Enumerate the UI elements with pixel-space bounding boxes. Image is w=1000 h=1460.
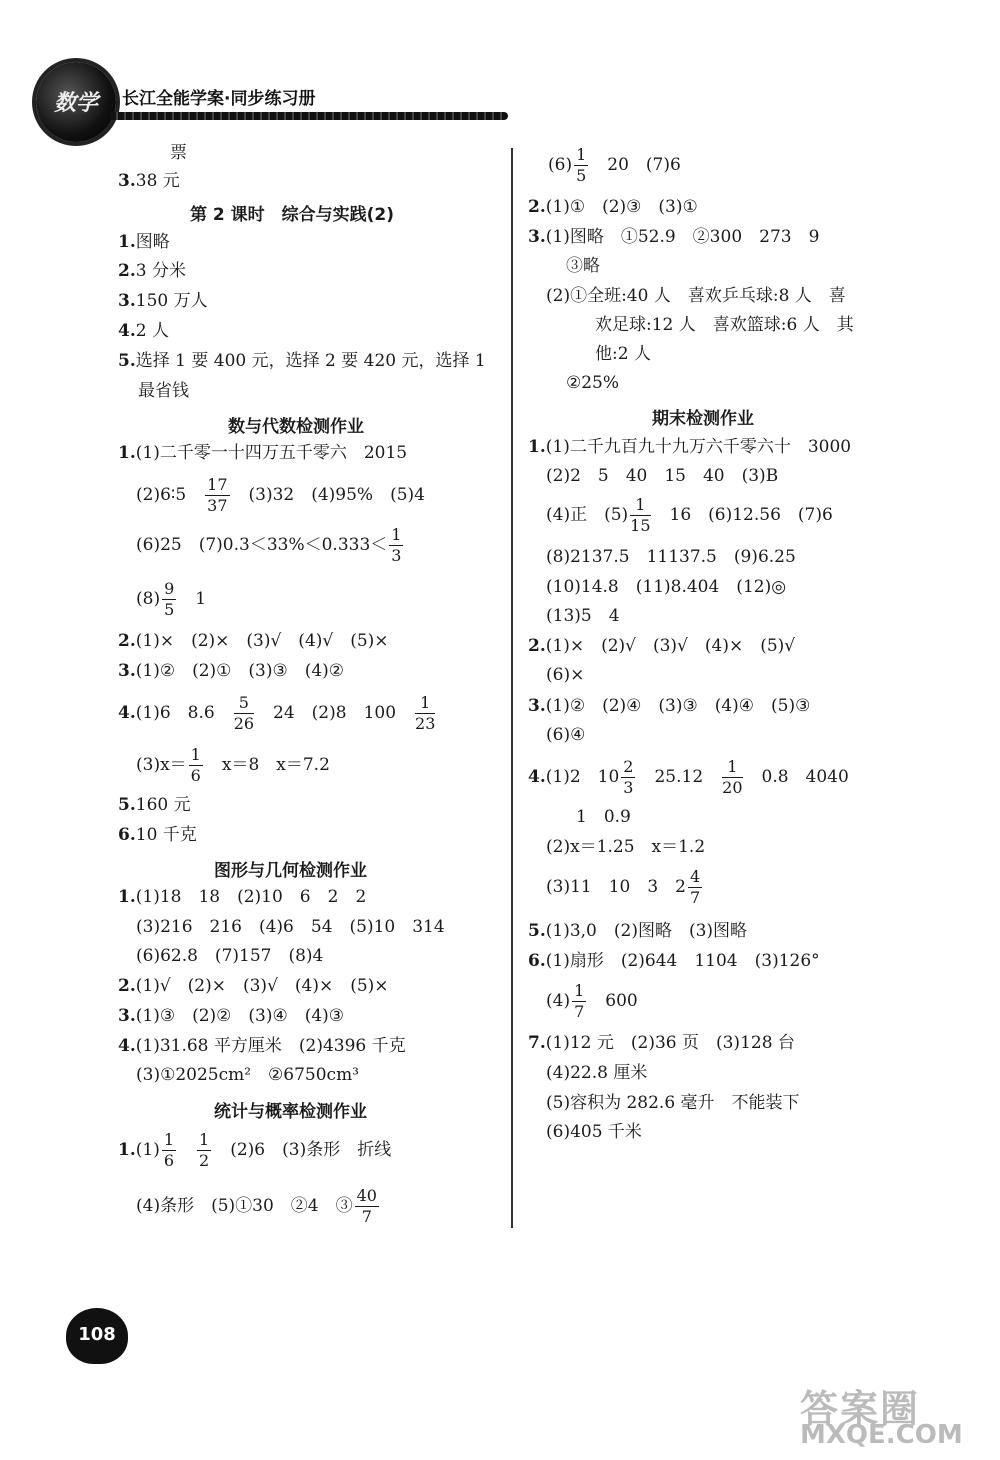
answer-line: (6)25 (7)0.3＜33%＜0.333＜ $\frac{1}{3}$ [136,525,402,565]
answer-line: 7.(1)12 元 (2)36 页 (3)128 台 [528,1033,795,1053]
page-number-badge [66,1308,128,1364]
fraction: $\frac{1}{7}$ [574,981,585,1021]
answer-line: 3.(1)图略 ①52.9 ②300 273 9 [528,227,820,247]
answer-line: (6)62.8 (7)157 (8)4 [136,946,324,966]
fraction: $\frac{9}{5}$ [164,579,175,619]
answer-line: 1 0.9 [576,807,631,827]
answer-line: 4.(1)2 10 $\frac{2}{3}$ 25.12 $\frac{1}{20}$ 0.8 4040 [528,757,849,797]
answer-line: 欢足球:12 人 喜欢篮球:6 人 其 [595,315,854,335]
answer-line: (6)405 千米 [546,1122,642,1142]
answer-line: 6.(1)扇形 (2)644 1104 (3)126° [528,951,820,971]
answer-line: (6)× [546,665,585,685]
answer-line: (2)x＝1.25 x＝1.2 [546,837,706,857]
answer-line: 3.150 万人 [118,291,208,311]
section-heading: 图形与几何检测作业 [214,861,367,881]
fraction: $\frac{17}{37}$ [207,475,228,515]
answer-line: 1.(1)18 18 (2)10 6 2 2 [118,887,367,907]
answer-line: 最省钱 [138,381,189,401]
answer-line: (6) $\frac{1}{5}$ 20 (7)6 [548,145,681,185]
page-number: 108 [78,1324,116,1345]
section-heading: 数与代数检测作业 [228,417,364,437]
logo-text: 数学 [53,91,98,116]
math-logo [36,62,116,142]
section-heading: 期末检测作业 [652,409,754,429]
fraction: $\frac{1}{23}$ [415,693,436,733]
answer-line: 他:2 人 [595,344,651,364]
answer-line: (13)5 4 [546,606,620,626]
answer-line: 1.图略 [118,232,170,252]
fraction: $\frac{2}{3}$ [623,757,634,797]
answer-line: ②25% [566,373,620,393]
section-heading: 统计与概率检测作业 [214,1102,367,1122]
answer-line: 2.(1)× (2)× (3)√ (4)√ (5)× [118,631,389,651]
fraction: $\frac{1}{15}$ [630,495,651,535]
answer-line: 票 [170,143,187,163]
answer-line: ③略 [566,256,600,276]
answer-line: (3)11 10 3 2 $\frac{4}{7}$ [546,867,701,907]
answer-line: 4.2 人 [118,321,169,341]
fraction: $\frac{1}{3}$ [391,525,402,565]
answer-line: 6.10 千克 [118,825,197,845]
column-divider [511,148,513,1228]
watermark-logo: 答案圈 [800,1387,921,1431]
fraction: $\frac{5}{26}$ [233,693,255,733]
watermark-url: MXQE.COM [800,1420,963,1450]
answer-line: 1.(1)二千零一十四万五千零六 2015 [118,443,408,463]
answer-line: (5)容积为 282.6 毫升 不能装下 [546,1093,800,1113]
fraction: $\frac{1}{6}$ [190,745,201,785]
answer-line: 5.160 元 [118,795,191,815]
answer-line: 4.(1)31.68 平方厘米 (2)4396 千克 [118,1036,406,1056]
answer-line: 5.(1)3,0 (2)图略 (3)图略 [528,921,748,941]
answer-line: 3.(1)② (2)④ (3)③ (4)④ (5)③ [528,696,811,716]
fraction: $\frac{1}{5}$ [576,145,587,185]
answer-line: (4)条形 (5)①30 ②4 ③ $\frac{40}{7}$ [136,1186,377,1226]
answer-line: 1.(1)二千九百九十九万六千零六十 3000 [528,437,852,457]
answer-line: (8) $\frac{9}{5}$ 1 [136,579,207,619]
answer-line: (4)22.8 厘米 [546,1063,648,1083]
answer-line: 3.(1)② (2)① (3)③ (4)② [118,661,345,681]
answer-line: (3)x＝ $\frac{1}{6}$ x＝8 x＝7.2 [136,745,330,785]
answer-line: 2.(1)√ (2)× (3)√ (4)× (5)× [118,976,389,996]
answer-line: (6)④ [546,725,586,745]
answer-line: (4)正 (5) $\frac{1}{15}$ 16 (6)12.56 (7)6 [546,495,833,535]
fraction: $\frac{40}{7}$ [356,1186,377,1226]
answer-line: 5.选择 1 要 400 元，选择 2 要 420 元，选择 1 [118,351,486,371]
answer-line: 2.3 分米 [118,261,186,281]
answer-line: (10)14.8 (11)8.404 (12)◎ [546,577,787,597]
answer-line: 2.(1)× (2)√ (3)√ (4)× (5)√ [528,636,796,656]
answer-line: 3.38 元 [118,171,180,191]
answer-line: 1.(1) $\frac{1}{6}$ $\frac{1}{2}$ (2)6 (3)条形 折线 [118,1130,392,1170]
answer-line: (2)6∶5 $\frac{17}{37}$ (3)32 (4)95% (5)4 [136,475,425,515]
answer-line: (3)216 216 (4)6 54 (5)10 314 [136,917,445,937]
section-heading: 第 2 课时 综合与实践(2) [190,205,395,225]
answer-line: (8)2137.5 11137.5 (9)6.25 [546,547,796,567]
answer-line: (2)①全班:40 人 喜欢乒乓球:8 人 喜 [546,286,846,306]
answer-line: 2.(1)① (2)③ (3)① [528,197,698,217]
answer-line: (2)2 5 40 15 40 (3)B [546,466,779,486]
book-title: 长江全能学案·同步练习册 [122,89,316,109]
header-rule [110,112,508,120]
fraction: $\frac{1}{6}$ [163,1130,175,1170]
answer-line: (3)①2025cm² ②6750cm³ [136,1065,360,1085]
fraction: $\frac{4}{7}$ [689,867,701,907]
fraction: $\frac{1}{2}$ [199,1130,210,1170]
answer-line: (4) $\frac{1}{7}$ 600 [546,981,638,1021]
fraction: $\frac{1}{20}$ [722,757,743,797]
answer-line: 3.(1)③ (2)② (3)④ (4)③ [118,1006,345,1026]
answer-line: 4.(1)6 8.6 $\frac{5}{26}$ 24 (2)8 100 $\frac{1}{23}$ [118,693,436,733]
